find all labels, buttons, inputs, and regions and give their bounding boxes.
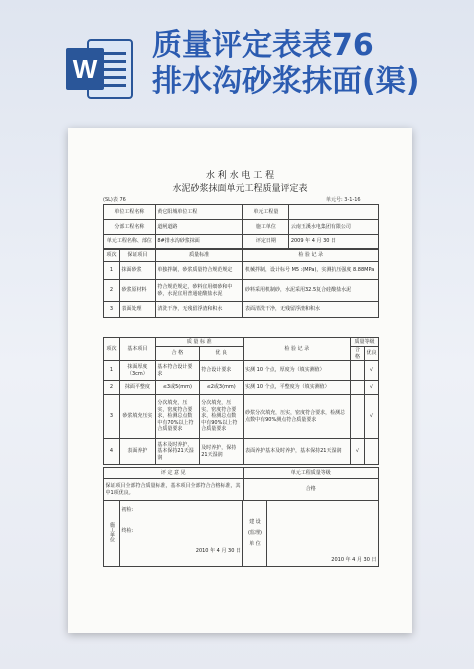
row-result: 机械拌制，设计标号 M5 :(MPa)，实测抗压强度 8.88MPa xyxy=(243,262,379,280)
table-row xyxy=(104,302,379,318)
column-header: 合 格 xyxy=(155,347,199,361)
row-excellent: 及时养护，保持21天湿润 xyxy=(199,439,243,465)
contractor-label-text: 施工单位 xyxy=(108,521,115,542)
row-excellent-check: √ xyxy=(365,381,379,395)
info-label: 单元工程名称、部位 xyxy=(104,235,156,249)
supervisor-label xyxy=(243,501,267,567)
column-header: 基本项目 xyxy=(119,338,155,361)
final-check-label: 终检: xyxy=(121,527,134,534)
info-value: 2009 年 4 月 30 日 xyxy=(289,235,379,249)
supervisor-label-3: 单 位 xyxy=(249,541,261,547)
row-good: ≤3或5(mm) xyxy=(155,381,199,395)
row-item: 砂浆原材料 xyxy=(119,280,155,302)
info-label: 单元工程量 xyxy=(243,205,289,220)
column-header: 检 验 记 录 xyxy=(243,250,379,262)
row-pass-check: √ xyxy=(351,439,365,465)
table-row xyxy=(104,439,379,465)
table-number: (SL)表 76 xyxy=(103,197,126,203)
info-table xyxy=(103,204,379,249)
table-row xyxy=(104,381,379,395)
supervisor-date: 2010 年 4 月 30 日 xyxy=(267,501,379,567)
row-result: 砂料采用机制砂，水泥采用32.5复合硅酸盐水泥 xyxy=(243,280,379,302)
row-excellent: 分次填充，压实，密度符合要求，检测总点数中有90%以上符合质量要求 xyxy=(199,395,243,439)
unit-number-value: 3-1-16 xyxy=(344,197,361,203)
column-header: 项次 xyxy=(104,250,120,262)
row-good: 基本及时养护，基本保持21天湿润 xyxy=(155,439,199,465)
row-result: 表面养护基本及时养护，基本保持21天湿润 xyxy=(243,439,350,465)
row-item: 表面养护 xyxy=(119,439,155,465)
row-no: 4 xyxy=(104,439,120,465)
row-result: 实测 10 个点，厚度为（填实测值） xyxy=(243,361,350,381)
row-standard: 单独拌制，砂浆质量符合规范规定 xyxy=(155,262,243,280)
row-standard: 清洗干净，无残留浮渣和积水 xyxy=(155,302,243,318)
column-header: 单元工程质量等级 xyxy=(243,468,379,479)
row-pass-check xyxy=(351,361,365,381)
row-standard: 符合规范规定，砂料宜用细砂和中砂，水泥宜用普通硅酸盐水泥 xyxy=(155,280,243,302)
word-document-icon xyxy=(64,38,134,100)
supervisor-label-2: (监理) xyxy=(248,530,262,536)
row-item: 抹面砂浆 xyxy=(119,262,155,280)
row-excellent-check: √ xyxy=(365,395,379,439)
row-good: 基本符合设计要求 xyxy=(155,361,199,381)
row-no: 3 xyxy=(104,395,120,439)
unit-number xyxy=(326,196,361,203)
info-label: 评定日期 xyxy=(243,235,289,249)
info-label: 单位工程名称 xyxy=(104,205,156,220)
evaluation-table xyxy=(103,467,379,501)
info-value: 8#排水沟砂浆抹面 xyxy=(155,235,243,249)
row-result: 表面清洗干净，无残留浮渣和积水 xyxy=(243,302,379,318)
column-header: 项次 xyxy=(104,338,120,361)
row-item: 砂浆填充压实 xyxy=(119,395,155,439)
doc-heading-1: 水 利 水 电 工 程 xyxy=(205,171,275,181)
info-value: 云南玉溪水电集团有限公司 xyxy=(289,220,379,235)
row-item: 抹面平整度 xyxy=(119,381,155,395)
row-result: 砂浆分次填充，压实，密度符合要求，检测总点数中有90%测点符合质量要求 xyxy=(243,395,350,439)
contractor-date: 2010 年 4 月 30 日 xyxy=(195,548,241,554)
page-title xyxy=(152,28,472,100)
row-no: 2 xyxy=(104,381,120,395)
page-title-line1: 质量评定表表76 xyxy=(152,28,374,63)
row-no: 2 xyxy=(104,280,120,302)
column-header: 合格 xyxy=(351,347,365,361)
initial-check-label: 初检: xyxy=(121,507,134,513)
row-excellent-check: √ xyxy=(365,361,379,381)
doc-heading-2: 水泥砂浆抹面单元工程质量评定表 xyxy=(172,184,308,194)
column-header: 评 定 意 见 xyxy=(104,468,244,479)
row-item: 表面处理 xyxy=(119,302,155,318)
info-value: 道闸道路 xyxy=(155,220,243,235)
row-excellent: 符合设计要求 xyxy=(199,361,243,381)
contractor-signature-cell xyxy=(119,501,243,567)
column-header: 质量标准 xyxy=(155,250,243,262)
unit-number-label: 单元号: xyxy=(326,197,343,203)
column-header: 优 良 xyxy=(199,347,243,361)
evaluation-grade: 合格 xyxy=(243,479,379,501)
basic-table xyxy=(103,337,379,465)
column-header: 优良 xyxy=(365,347,379,361)
row-pass-check xyxy=(351,395,365,439)
guarantee-table xyxy=(103,249,379,318)
row-excellent-check xyxy=(365,439,379,465)
svg-text:W: W xyxy=(72,54,98,84)
evaluation-opinion: 保证项目全部符合质量标准，基本项目全部符合合格标准，其中1项优良。 xyxy=(104,479,244,501)
info-value: 黄它阳城单位工程 xyxy=(155,205,243,220)
document-paper xyxy=(68,128,412,633)
row-item: 抹面厚度（3cm） xyxy=(119,361,155,381)
row-no: 1 xyxy=(104,361,120,381)
row-pass-check xyxy=(351,381,365,395)
column-header: 质量等级 xyxy=(351,338,379,347)
signature-table xyxy=(103,500,379,567)
row-result: 实测 10 个点，平整度为（填实测值） xyxy=(243,381,350,395)
info-value xyxy=(289,205,379,220)
table-row xyxy=(104,395,379,439)
table-row xyxy=(104,280,379,302)
table-row xyxy=(104,262,379,280)
supervisor-label-1: 建 设 xyxy=(249,519,261,525)
info-label: 施工单位 xyxy=(243,220,289,235)
row-no: 3 xyxy=(104,302,120,318)
page-title-line2: 排水沟砂浆抹面(渠) xyxy=(152,64,420,99)
row-good: 分次填充，压实，密度符合要求，检测总点数中有70%以上符合质量要求 xyxy=(155,395,199,439)
column-header: 质 量 标 准 xyxy=(155,338,243,347)
column-header: 保证项目 xyxy=(119,250,155,262)
info-label: 分部工程名称 xyxy=(104,220,156,235)
column-header: 检 验 记 录 xyxy=(243,338,350,361)
contractor-label xyxy=(104,501,120,567)
table-row xyxy=(104,361,379,381)
row-excellent: ≤2或3(mm) xyxy=(199,381,243,395)
row-no: 1 xyxy=(104,262,120,280)
